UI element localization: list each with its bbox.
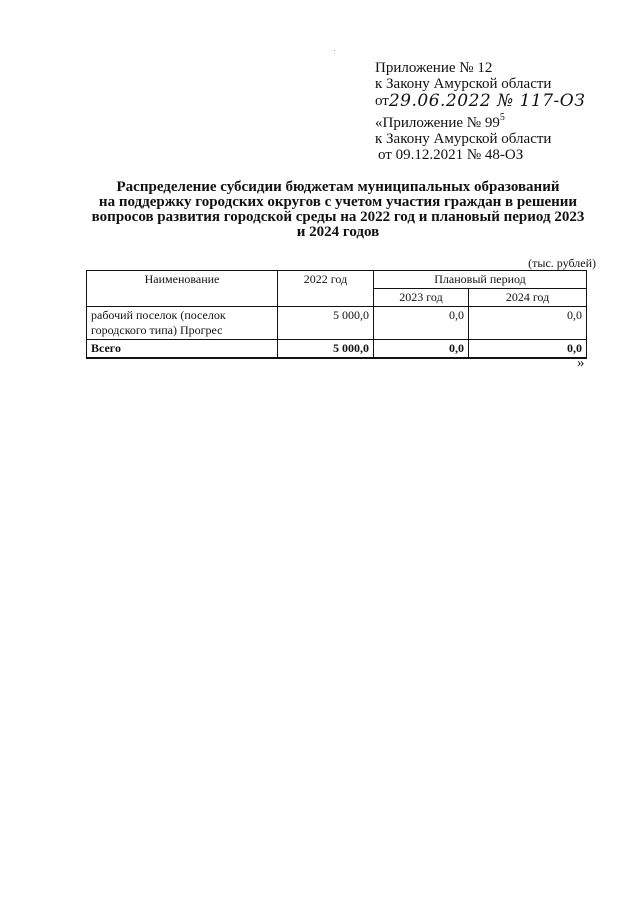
header-2024: 2024 год: [469, 289, 587, 307]
table-total-row: [87, 340, 587, 359]
row-2023: 0,0: [374, 307, 469, 340]
header-2023: 2023 год: [374, 289, 469, 307]
amended-law-reference: к Закону Амурской области: [375, 131, 552, 147]
header-planned-period: Плановый период: [374, 271, 587, 289]
row-2024: 0,0: [469, 307, 587, 340]
amended-appendix-header: [375, 112, 615, 163]
appendix-number: Приложение № 12: [375, 60, 493, 76]
units-label: (тыс. рублей): [528, 256, 596, 270]
title-line-4: и 2024 годов: [296, 224, 380, 240]
document-title: [82, 180, 594, 240]
appendix-header: [375, 60, 615, 109]
title-line-3: вопросов развития городской среды на 2022 год и плановый период 2023: [91, 209, 585, 225]
title-line-1: Распределение субсидии бюджетам муниципальных образований: [116, 179, 560, 195]
closing-quote: »: [577, 355, 585, 371]
row-2022: 5 000,0: [278, 307, 374, 340]
title-line-2: на поддержку городских округов с учетом участия граждан в решении: [98, 194, 578, 210]
amended-law-date: от 09.12.2021 № 48-ОЗ: [378, 147, 524, 163]
table-row: [87, 307, 587, 340]
total-2023: 0,0: [374, 340, 469, 359]
scan-speck: [334, 50, 335, 51]
header-2022: 2022 год: [278, 271, 374, 307]
total-2022: 5 000,0: [278, 340, 374, 359]
appendix-date-prefix: от: [375, 93, 389, 109]
handwritten-date-number: 29.06.2022 № 117-ОЗ: [388, 91, 586, 111]
amended-appendix-superscript: 5: [499, 112, 505, 123]
appendix-date-line: [375, 92, 615, 109]
appendix-law-reference: к Закону Амурской области: [375, 76, 552, 92]
header-name: Наименование: [87, 271, 278, 307]
amended-appendix-number: [375, 112, 615, 131]
row-name: рабочий поселок (поселок городского типа) Прогрес: [87, 307, 278, 340]
table-header-row: [87, 271, 587, 289]
amended-appendix-number-text: «Приложение № 99: [375, 115, 500, 131]
subsidy-table: [86, 270, 587, 359]
total-label: Всего: [87, 340, 278, 359]
total-2024: 0,0: [469, 340, 587, 359]
